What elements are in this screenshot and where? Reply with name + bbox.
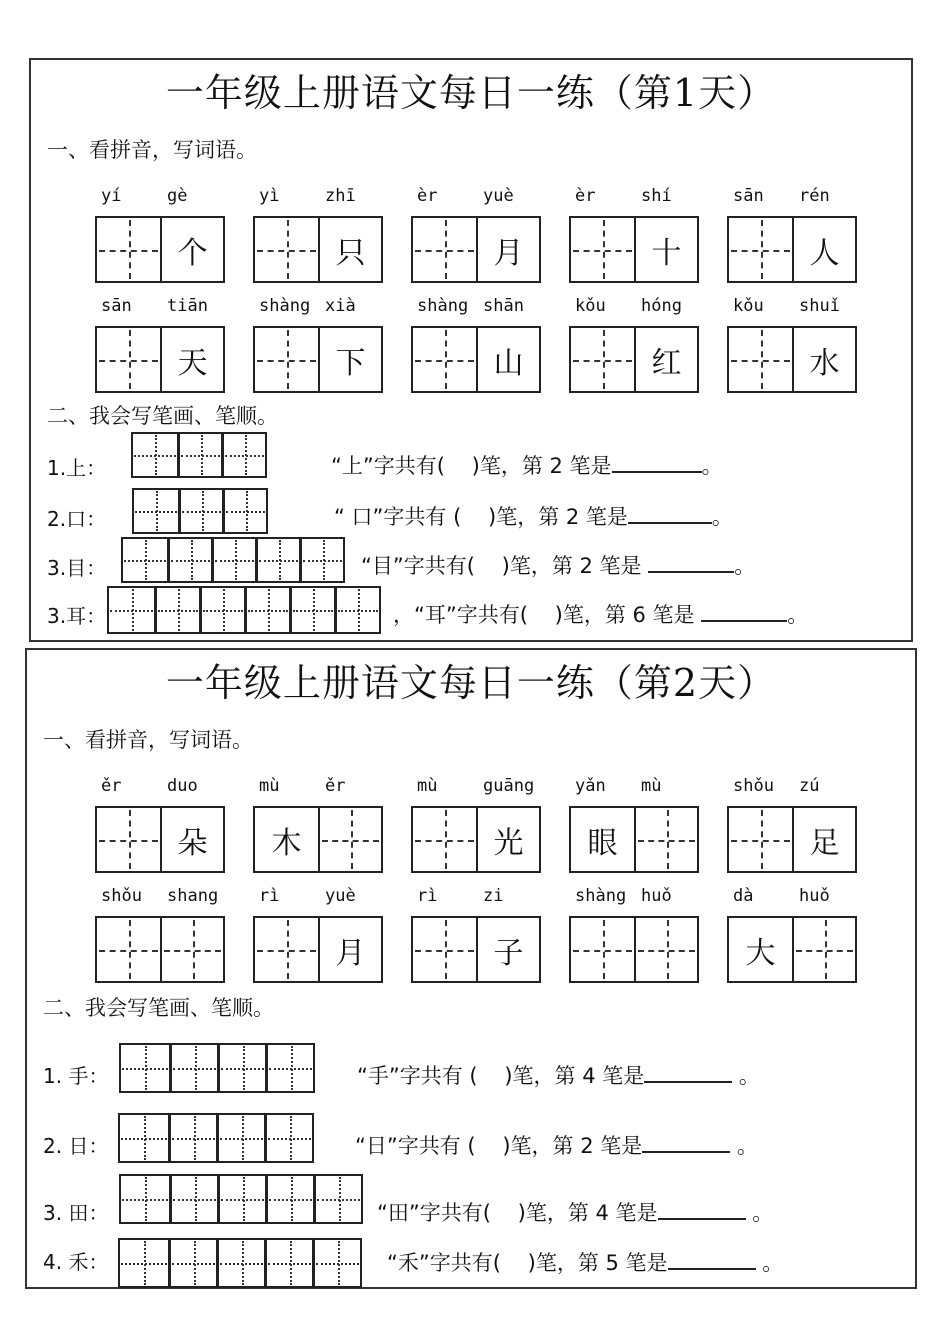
tian-grid-pair: [569, 326, 699, 393]
stroke-question: [377, 1197, 773, 1227]
guide-line-vertical: [155, 435, 157, 475]
guide-line-vertical: [145, 1177, 147, 1221]
stroke-writing-cell[interactable]: [244, 588, 289, 632]
tian-grid-pair: [95, 326, 225, 393]
answer-blank[interactable]: [628, 502, 712, 524]
given-character-cell: [476, 808, 539, 871]
writing-cell[interactable]: [255, 218, 318, 281]
writing-cell[interactable]: [160, 918, 223, 981]
pinyin-syllable: yí: [101, 186, 122, 206]
guide-line-vertical: [243, 1046, 245, 1090]
pinyin-syllable: shí: [641, 186, 672, 206]
question-text: “上”字共有( )笔，第 2 笔是: [331, 454, 612, 478]
pinyin-syllable: ěr: [101, 776, 122, 796]
given-character: 个: [177, 235, 208, 271]
given-character-cell: [792, 328, 855, 391]
guide-line-vertical: [243, 1177, 245, 1221]
guide-line-vertical: [145, 540, 147, 580]
writing-cell[interactable]: [729, 808, 792, 871]
stroke-writing-cell[interactable]: [121, 1176, 169, 1222]
stroke-question: [357, 1060, 760, 1090]
tian-grid-pair: [95, 916, 225, 983]
stroke-question: [334, 501, 733, 531]
stroke-writing-cell[interactable]: [123, 539, 167, 581]
guide-line-vertical: [195, 1177, 197, 1221]
guide-line-vertical: [291, 1046, 293, 1090]
tian-grid-pair: [95, 806, 225, 873]
guide-line-vertical: [191, 540, 193, 580]
stroke-writing-cell[interactable]: [222, 490, 266, 532]
given-character-cell: [318, 918, 381, 981]
guide-line-vertical: [761, 220, 763, 279]
answer-blank[interactable]: [644, 1061, 732, 1083]
pinyin-syllable: shuǐ: [799, 296, 840, 316]
guide-line-vertical: [287, 920, 289, 979]
stroke-writing-grid: [121, 537, 345, 583]
given-character: 光: [493, 825, 524, 861]
writing-cell[interactable]: [729, 218, 792, 281]
period-mark: 。: [755, 1251, 784, 1275]
stroke-writing-grid: [107, 586, 381, 634]
stroke-writing-cell[interactable]: [216, 1240, 264, 1286]
question-text: “ 口”字共有 ( )笔，第 2 笔是: [334, 505, 628, 529]
period-mark: 。: [701, 454, 723, 478]
guide-line-vertical: [268, 589, 270, 631]
given-character: 水: [809, 345, 840, 381]
guide-line-vertical: [667, 920, 669, 979]
stroke-writing-grid: [118, 1238, 362, 1288]
guide-line-vertical: [144, 1116, 146, 1160]
stroke-item-label: 3. 田：: [43, 1201, 109, 1225]
writing-cell[interactable]: [97, 808, 160, 871]
pinyin-syllable: xià: [325, 296, 356, 316]
given-character-cell: [318, 218, 381, 281]
stroke-writing-cell[interactable]: [255, 539, 299, 581]
guide-line-vertical: [235, 540, 237, 580]
guide-line-vertical: [290, 1241, 292, 1285]
given-character: 天: [177, 345, 208, 381]
pinyin-syllable: huǒ: [799, 886, 830, 906]
stroke-question: [361, 550, 755, 580]
given-character-cell: [476, 218, 539, 281]
pinyin-syllable: rì: [259, 886, 280, 906]
given-character: 大: [745, 935, 776, 971]
guide-line-vertical: [338, 1241, 340, 1285]
stroke-question: [393, 599, 808, 629]
tian-grid-pair: [569, 806, 699, 873]
guide-line-vertical: [445, 920, 447, 979]
guide-line-vertical: [129, 330, 131, 389]
pinyin-syllable: yì: [259, 186, 280, 206]
guide-line-vertical: [193, 920, 195, 979]
worksheet-day-2: [25, 648, 917, 1289]
period-mark: 。: [730, 1134, 758, 1158]
writing-cell[interactable]: [255, 918, 318, 981]
stroke-writing-cell[interactable]: [289, 588, 334, 632]
stroke-writing-cell[interactable]: [169, 1045, 217, 1091]
given-character: 朵: [177, 825, 208, 861]
writing-cell[interactable]: [413, 808, 476, 871]
period-mark: 。: [732, 1064, 760, 1088]
pinyin-syllable: yǎn: [575, 776, 606, 796]
answer-blank[interactable]: [648, 551, 734, 573]
stroke-writing-grid: [119, 1174, 363, 1224]
period-mark: 。: [787, 603, 809, 627]
pinyin-syllable: zhī: [325, 186, 356, 206]
pinyin-syllable: ěr: [325, 776, 346, 796]
guide-line-vertical: [129, 920, 131, 979]
tian-grid-pair: [727, 806, 857, 873]
pinyin-syllable: rì: [417, 886, 438, 906]
pinyin-syllable: shàng: [417, 296, 469, 316]
stroke-writing-cell[interactable]: [221, 434, 265, 476]
given-character-cell: [318, 328, 381, 391]
stroke-writing-cell[interactable]: [121, 1045, 169, 1091]
pinyin-syllable: guāng: [483, 776, 535, 796]
guide-line-vertical: [603, 220, 605, 279]
guide-line-vertical: [323, 540, 325, 580]
given-character-cell: [571, 808, 634, 871]
tian-grid-pair: [727, 916, 857, 983]
stroke-writing-cell[interactable]: [154, 588, 199, 632]
guide-line-vertical: [445, 810, 447, 869]
section-stroke-heading: 二、我会写笔画、笔顺。: [43, 996, 274, 1020]
tian-grid-pair: [727, 216, 857, 283]
stroke-writing-grid: [118, 1113, 314, 1163]
pinyin-syllable: huǒ: [641, 886, 672, 906]
stroke-writing-cell[interactable]: [178, 490, 222, 532]
guide-line-vertical: [194, 1241, 196, 1285]
pinyin-syllable: kǒu: [733, 296, 764, 316]
guide-line-vertical: [242, 1116, 244, 1160]
period-mark: 。: [711, 505, 733, 529]
pinyin-syllable: hóng: [641, 296, 682, 316]
guide-line-vertical: [195, 1046, 197, 1090]
given-character-cell: [255, 808, 318, 871]
stroke-writing-grid: [119, 1043, 315, 1093]
stroke-writing-cell[interactable]: [264, 1115, 312, 1161]
guide-line-vertical: [825, 920, 827, 979]
question-text: “日”字共有 ( )笔，第 2 笔是: [355, 1134, 643, 1158]
writing-cell[interactable]: [413, 328, 476, 391]
writing-cell[interactable]: [571, 918, 634, 981]
given-character: 月: [493, 235, 524, 271]
tian-grid-pair: [569, 916, 699, 983]
pinyin-syllable: mù: [417, 776, 438, 796]
writing-cell[interactable]: [634, 808, 697, 871]
pinyin-syllable: shàng: [575, 886, 627, 906]
writing-cell[interactable]: [97, 218, 160, 281]
writing-cell[interactable]: [413, 218, 476, 281]
given-character-cell: [634, 328, 697, 391]
stroke-item-label: 3.耳：: [47, 604, 107, 628]
tian-grid-pair: [95, 216, 225, 283]
given-character: 人: [809, 235, 840, 271]
guide-line-vertical: [242, 1241, 244, 1285]
pinyin-syllable: shǒu: [733, 776, 774, 796]
stroke-writing-cell[interactable]: [313, 1176, 361, 1222]
given-character-cell: [792, 218, 855, 281]
stroke-writing-cell[interactable]: [134, 490, 178, 532]
given-character: 子: [493, 935, 524, 971]
pinyin-syllable: sān: [733, 186, 764, 206]
worksheet-day-1: [29, 58, 913, 642]
pinyin-syllable: yuè: [483, 186, 514, 206]
tian-grid-pair: [411, 326, 541, 393]
given-character-cell: [160, 808, 223, 871]
stroke-writing-cell[interactable]: [109, 588, 154, 632]
given-character-cell: [792, 808, 855, 871]
given-character: 月: [335, 935, 366, 971]
writing-cell[interactable]: [97, 918, 160, 981]
stroke-question: [331, 450, 723, 480]
stroke-item-label: 2.口：: [47, 507, 107, 531]
writing-cell[interactable]: [413, 918, 476, 981]
tian-grid-pair: [411, 806, 541, 873]
stroke-writing-cell[interactable]: [211, 539, 255, 581]
guide-line-vertical: [194, 1116, 196, 1160]
stroke-writing-grid: [131, 432, 267, 478]
tian-grid-pair: [253, 916, 383, 983]
stroke-item-label: 4. 禾：: [43, 1250, 109, 1274]
section-stroke-heading: 二、我会写笔画、笔顺。: [47, 404, 278, 428]
writing-cell[interactable]: [634, 918, 697, 981]
question-text: “手”字共有 ( )笔，第 4 笔是: [357, 1064, 645, 1088]
pinyin-syllable: rén: [799, 186, 830, 206]
stroke-question: [387, 1247, 783, 1277]
worksheet-title: 一年级上册语文每日一练（第2天）: [165, 661, 777, 705]
answer-blank[interactable]: [612, 451, 702, 473]
pinyin-syllable: kǒu: [575, 296, 606, 316]
pinyin-syllable: èr: [575, 186, 596, 206]
pinyin-syllable: shang: [167, 886, 219, 906]
stroke-writing-cell[interactable]: [312, 1240, 360, 1286]
tian-grid-pair: [411, 216, 541, 283]
guide-line-vertical: [246, 491, 248, 531]
stroke-item-label: 3.目：: [47, 556, 107, 580]
tian-grid-pair: [253, 806, 383, 873]
period-mark: 。: [745, 1201, 774, 1225]
guide-line-vertical: [445, 330, 447, 389]
guide-line-vertical: [291, 1177, 293, 1221]
tian-grid-pair: [727, 326, 857, 393]
section-pinyin-heading: 一、看拼音，写词语。: [43, 728, 253, 752]
guide-line-vertical: [223, 589, 225, 631]
given-character: 木: [271, 825, 302, 861]
given-character: 足: [809, 825, 840, 861]
given-character: 红: [651, 345, 682, 381]
stroke-item-label: 1. 手：: [43, 1064, 109, 1088]
question-text: “目”字共有( )笔，第 2 笔是: [361, 554, 649, 578]
given-character: 只: [335, 235, 366, 271]
given-character-cell: [476, 328, 539, 391]
stroke-question: [355, 1130, 758, 1160]
pinyin-syllable: mù: [259, 776, 280, 796]
writing-cell[interactable]: [571, 218, 634, 281]
answer-blank[interactable]: [668, 1248, 756, 1270]
stroke-writing-cell[interactable]: [168, 1115, 216, 1161]
period-mark: 。: [734, 554, 756, 578]
guide-line-vertical: [761, 330, 763, 389]
stroke-item-label: 1.上：: [47, 456, 107, 480]
given-character: 眼: [587, 825, 618, 861]
guide-line-vertical: [358, 589, 360, 631]
question-text: “田”字共有( )笔，第 4 笔是: [377, 1201, 658, 1225]
stroke-writing-cell[interactable]: [265, 1176, 313, 1222]
given-character-cell: [729, 918, 792, 981]
guide-line-vertical: [129, 810, 131, 869]
guide-line-vertical: [202, 491, 204, 531]
given-character-cell: [476, 918, 539, 981]
writing-cell[interactable]: [729, 328, 792, 391]
guide-line-vertical: [245, 435, 247, 475]
stroke-writing-cell[interactable]: [199, 588, 244, 632]
pinyin-syllable: gè: [167, 186, 188, 206]
guide-line-vertical: [603, 920, 605, 979]
guide-line-vertical: [201, 435, 203, 475]
guide-line-vertical: [351, 810, 353, 869]
stroke-writing-cell[interactable]: [120, 1240, 168, 1286]
writing-cell[interactable]: [571, 328, 634, 391]
guide-line-vertical: [313, 589, 315, 631]
pinyin-syllable: yuè: [325, 886, 356, 906]
tian-grid-pair: [569, 216, 699, 283]
tian-grid-pair: [253, 216, 383, 283]
pinyin-syllable: tiān: [167, 296, 208, 316]
guide-line-vertical: [290, 1116, 292, 1160]
pinyin-syllable: mù: [641, 776, 662, 796]
given-character-cell: [160, 218, 223, 281]
stroke-writing-cell[interactable]: [216, 1115, 264, 1161]
pinyin-syllable: èr: [417, 186, 438, 206]
pinyin-syllable: shàng: [259, 296, 311, 316]
section-pinyin-heading: 一、看拼音，写词语。: [47, 138, 257, 162]
guide-line-vertical: [156, 491, 158, 531]
writing-cell[interactable]: [318, 808, 381, 871]
pinyin-syllable: shān: [483, 296, 524, 316]
stroke-writing-cell[interactable]: [265, 1045, 313, 1091]
pinyin-syllable: zi: [483, 886, 504, 906]
guide-line-vertical: [603, 330, 605, 389]
stroke-item-label: 2. 日：: [43, 1134, 109, 1158]
guide-line-vertical: [445, 220, 447, 279]
guide-line-vertical: [279, 540, 281, 580]
guide-line-vertical: [178, 589, 180, 631]
question-text: ，“耳”字共有( )笔，第 6 笔是: [393, 603, 702, 627]
stroke-writing-cell[interactable]: [334, 588, 379, 632]
pinyin-syllable: shǒu: [101, 886, 142, 906]
stroke-writing-cell[interactable]: [169, 1176, 217, 1222]
guide-line-vertical: [287, 330, 289, 389]
given-character-cell: [160, 328, 223, 391]
stroke-writing-cell[interactable]: [177, 434, 221, 476]
given-character-cell: [634, 218, 697, 281]
pinyin-syllable: sān: [101, 296, 132, 316]
question-text: “禾”字共有( )笔，第 5 笔是: [387, 1251, 668, 1275]
stroke-writing-cell[interactable]: [264, 1240, 312, 1286]
stroke-writing-grid: [132, 488, 268, 534]
answer-blank[interactable]: [642, 1131, 730, 1153]
stroke-writing-cell[interactable]: [167, 539, 211, 581]
pinyin-syllable: dà: [733, 886, 754, 906]
guide-line-vertical: [287, 220, 289, 279]
given-character: 山: [493, 345, 524, 381]
stroke-writing-cell[interactable]: [217, 1176, 265, 1222]
guide-line-vertical: [144, 1241, 146, 1285]
stroke-writing-cell[interactable]: [133, 434, 177, 476]
answer-blank[interactable]: [658, 1198, 746, 1220]
pinyin-syllable: zú: [799, 776, 820, 796]
guide-line-vertical: [132, 589, 134, 631]
guide-line-vertical: [339, 1177, 341, 1221]
given-character: 下: [335, 345, 366, 381]
stroke-writing-cell[interactable]: [168, 1240, 216, 1286]
worksheet-title: 一年级上册语文每日一练（第1天）: [165, 71, 777, 115]
given-character: 十: [651, 235, 682, 271]
guide-line-vertical: [145, 1046, 147, 1090]
guide-line-vertical: [761, 810, 763, 869]
writing-cell[interactable]: [97, 328, 160, 391]
pinyin-syllable: duo: [167, 776, 198, 796]
stroke-writing-cell[interactable]: [299, 539, 343, 581]
guide-line-vertical: [129, 220, 131, 279]
writing-cell[interactable]: [255, 328, 318, 391]
stroke-writing-cell[interactable]: [217, 1045, 265, 1091]
tian-grid-pair: [253, 326, 383, 393]
tian-grid-pair: [411, 916, 541, 983]
answer-blank[interactable]: [701, 600, 787, 622]
stroke-writing-cell[interactable]: [120, 1115, 168, 1161]
guide-line-vertical: [667, 810, 669, 869]
writing-cell[interactable]: [792, 918, 855, 981]
